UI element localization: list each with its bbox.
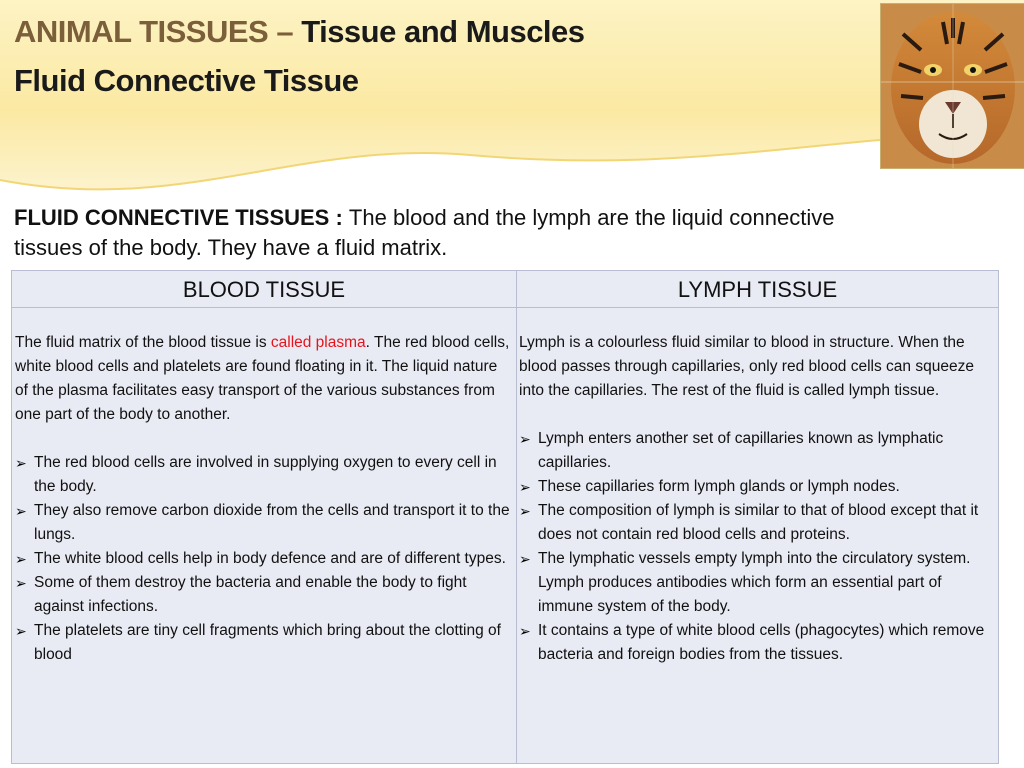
intro-lead: FLUID CONNECTIVE TISSUES : (14, 205, 349, 230)
arrow-bullet-icon: ➢ (15, 503, 27, 519)
list-item (15, 571, 513, 619)
list-item (519, 547, 997, 619)
bullet-text: The red blood cells are involved in supplying oxygen to every cell in the body. (34, 454, 497, 495)
list-item (519, 619, 997, 667)
page-subtitle: Fluid Connective Tissue (14, 63, 359, 98)
blood-para-post: . The red blood cells, white blood cells and platelets are found floating in it. The liquid nature of the plasma facilitates easy transport of the various substances from one part of the body to another. (15, 334, 510, 423)
lymph-paragraph: Lymph is a colourless fluid similar to blood in structure. When the blood passes through capillaries, only red blood cells can squeeze into the capillaries. The rest of the fluid is called lymph tissue. (519, 334, 974, 399)
blood-bullet-list (15, 451, 513, 667)
column-header-blood: BLOOD TISSUE (12, 271, 516, 308)
blood-cell (15, 331, 513, 667)
bullet-text: Some of them destroy the bacteria and enable the body to fight against infections. (34, 574, 467, 615)
list-item (15, 619, 513, 667)
header-wave (0, 120, 1024, 210)
list-item (519, 499, 997, 547)
bullet-text: These capillaries form lymph glands or lymph nodes. (538, 478, 900, 495)
page-title (14, 14, 585, 50)
arrow-bullet-icon: ➢ (519, 431, 531, 447)
bullet-text: The lymphatic vessels empty lymph into the circulatory system. Lymph produces antibodies which form an essential part of immune system of the body. (538, 550, 971, 615)
tissue-comparison-table (11, 270, 999, 764)
lymph-cell (519, 331, 997, 667)
arrow-bullet-icon: ➢ (519, 479, 531, 495)
arrow-bullet-icon: ➢ (519, 623, 531, 639)
list-item (15, 499, 513, 547)
list-item (519, 427, 997, 475)
column-header-lymph: LYMPH TISSUE (517, 271, 998, 308)
bullet-text: The platelets are tiny cell fragments which bring about the clotting of blood (34, 622, 501, 663)
title-part1: ANIMAL TISSUES – (14, 14, 302, 49)
arrow-bullet-icon: ➢ (15, 623, 27, 639)
intro-paragraph (14, 203, 884, 263)
arrow-bullet-icon: ➢ (15, 551, 27, 567)
bullet-text: It contains a type of white blood cells (phagocytes) which remove bacteria and foreign bodies from the tissues. (538, 622, 985, 663)
bullet-text: The white blood cells help in body defence and are of different types. (34, 550, 506, 567)
list-item (519, 475, 997, 499)
list-item (15, 547, 513, 571)
tiger-photo (880, 3, 1024, 169)
title-part2: Tissue and Muscles (301, 14, 585, 49)
arrow-bullet-icon: ➢ (519, 551, 531, 567)
arrow-bullet-icon: ➢ (15, 455, 27, 471)
list-item (15, 451, 513, 499)
blood-para-pre: The fluid matrix of the blood tissue is (15, 334, 271, 351)
column-divider (516, 271, 517, 763)
blood-para-highlight: called plasma (270, 334, 366, 351)
intro-text: The blood and the lymph are the liquid connective tissues of the body. They have a fluid matrix. (14, 205, 835, 260)
lymph-bullet-list (519, 427, 997, 667)
arrow-bullet-icon: ➢ (519, 503, 531, 519)
bullet-text: They also remove carbon dioxide from the cells and transport it to the lungs. (34, 502, 510, 543)
bullet-text: Lymph enters another set of capillaries known as lymphatic capillaries. (538, 430, 944, 471)
bullet-text: The composition of lymph is similar to that of blood except that it does not contain red blood cells and proteins. (538, 502, 979, 543)
arrow-bullet-icon: ➢ (15, 575, 27, 591)
blood-paragraph (15, 331, 513, 427)
